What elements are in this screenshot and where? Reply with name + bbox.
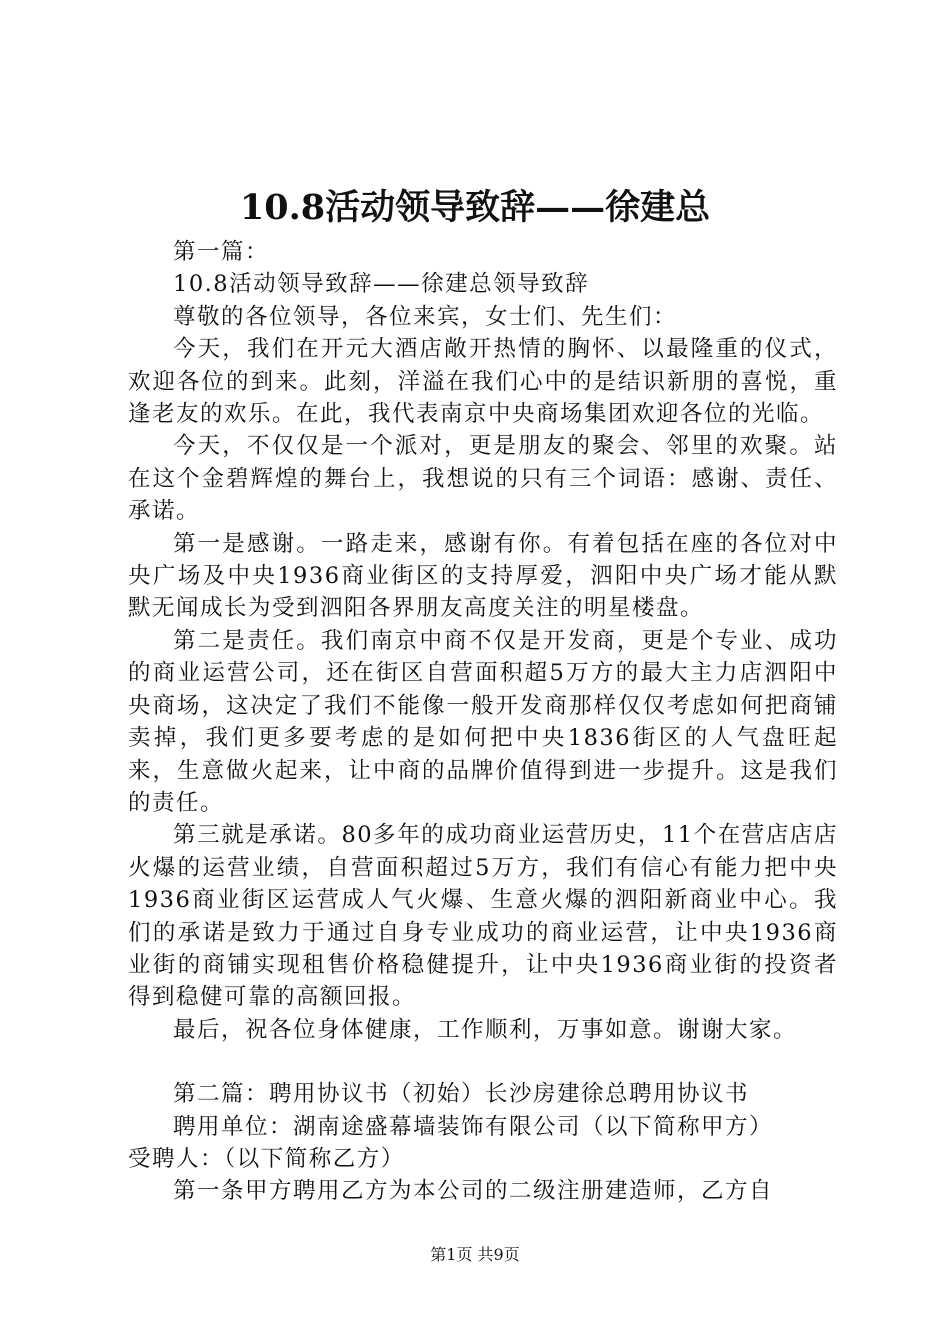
- paragraph-intro: 今天，不仅仅是一个派对，更是朋友的聚会、邻里的欢聚。站在这个金碧辉煌的舞台上，我想说的只有三个词语：感谢、责任、承诺。: [128, 433, 838, 525]
- page-footer: 第1页 共9页: [430, 1245, 520, 1264]
- paragraph-thanks: 第一是感谢。一路走来，感谢有你。有着包括在座的各位对中央广场及中央1936商业街区的支持厚爱，泗阳中央广场才能从默默无闻成长为受到泗阳各界朋友高度关注的明星楼盘。: [128, 530, 838, 622]
- paragraph-employee: 受聘人：（以下简称乙方）: [128, 1145, 405, 1172]
- paragraph-employer: 聘用单位：湖南途盛幕墙装饰有限公司（以下简称甲方）: [173, 1113, 774, 1140]
- paragraph-subtitle: 10.8活动领导致辞——徐建总领导致辞: [173, 271, 590, 298]
- paragraph-part1-heading: 第一篇：: [173, 239, 270, 265]
- document-title: 10.8活动领导致辞——徐建总: [239, 187, 711, 228]
- paragraph-article-1: 第一条甲方聘用乙方为本公司的二级注册建造师，乙方自: [173, 1178, 774, 1205]
- paragraph-responsibility: 第二是责任。我们南京中商不仅是开发商，更是个专业、成功的商业运营公司，还在街区自营面积超5万方的最大主力店泗阳中央商场，这决定了我们不能像一般开发商那样仅仅考虑如何把商铺卖掉，我们更多要考虑的是如何把中央1836街区的人气盘旺起来，生意做火起来，让中商的品牌价值得到进一步提升。这是我们的责任。: [128, 627, 838, 816]
- document-body: [128, 236, 838, 1208]
- paragraph-welcome: 今天，我们在开元大酒店敞开热情的胸怀、以最隆重的仪式，欢迎各位的到来。此刻，洋溢在我们心中的是结识新朋的喜悦，重逢老友的欢乐。在此，我代表南京中央商场集团欢迎各位的光临。: [128, 336, 838, 428]
- paragraph-salutation: 尊敬的各位领导，各位来宾，女士们、先生们：: [173, 303, 678, 330]
- paragraph-promise: 第三就是承诺。80多年的成功商业运营历史，11个在营店店店火爆的运营业绩，自营面积超过5万方，我们有信心有能力把中央1936商业街区运营成人气火爆、生意火爆的泗阳新商业中心。我们的承诺是致力于通过自身专业成功的商业运营，让中央1936商业街的商铺实现租售价格稳健提升，让中央1936商业街的投资者得到稳健可靠的高额回报。: [128, 822, 838, 1011]
- paragraph-closing: 最后，祝各位身体健康，工作顺利，万事如意。谢谢大家。: [173, 1016, 798, 1043]
- paragraph-part2-heading: 第二篇：聘用协议书（初始）长沙房建徐总聘用协议书: [173, 1081, 750, 1108]
